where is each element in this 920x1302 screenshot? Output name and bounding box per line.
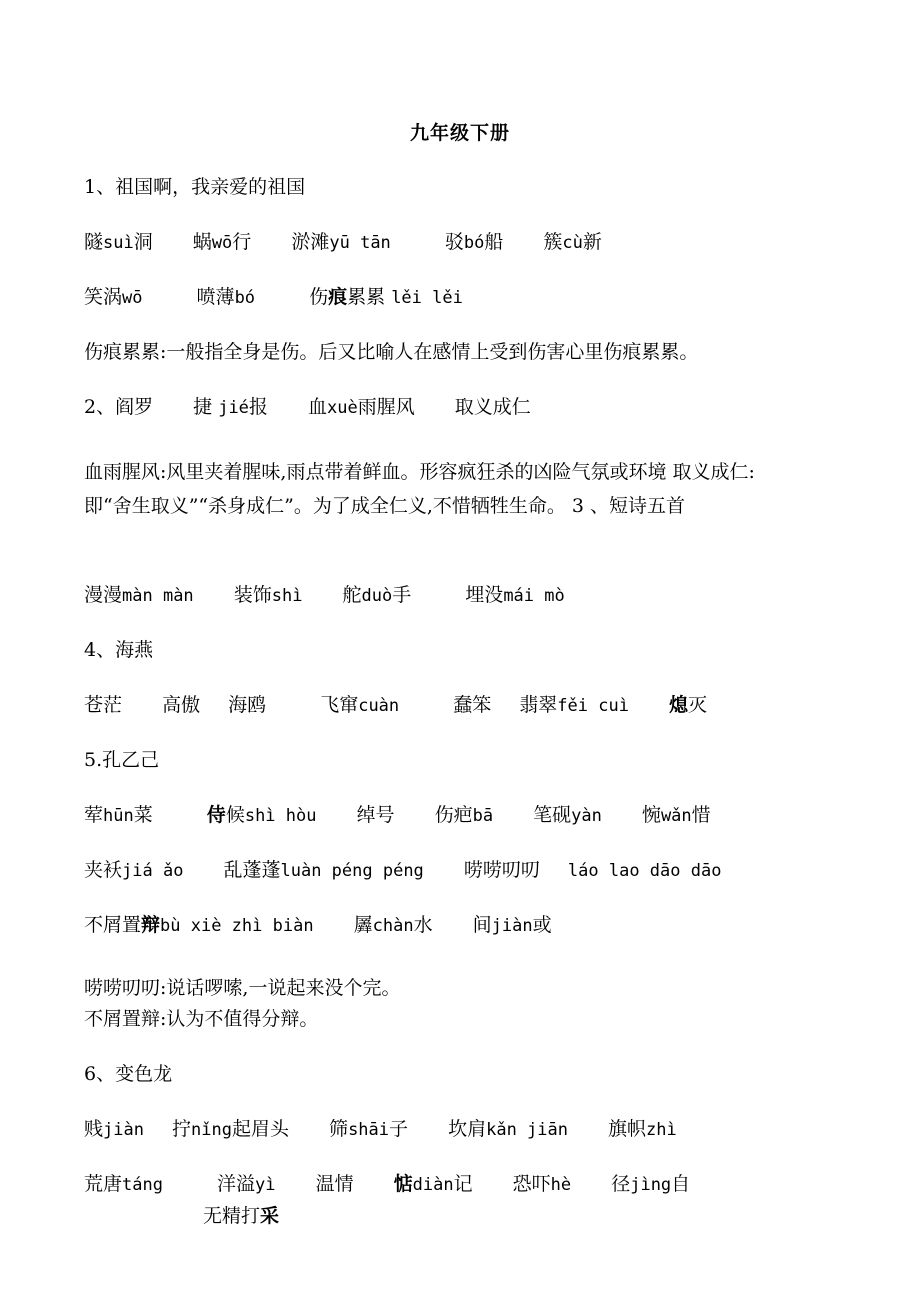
vocab-item: 埋没mái mò (465, 584, 565, 606)
vocab-row (84, 908, 884, 943)
vocab-row (84, 1112, 884, 1147)
vocab-item: 血xuè雨腥风 (307, 396, 415, 418)
vocab-item: 荤hūn菜 (84, 804, 153, 826)
vocab-item: 无精打采 (203, 1205, 280, 1227)
vocab-item: 捷 jié报 (193, 396, 268, 418)
vocab-row (84, 280, 884, 315)
vocab-item: 筛shāi子 (329, 1118, 409, 1140)
vocab-item: 洋溢yì (217, 1173, 276, 1195)
vocab-row (84, 225, 884, 260)
vocab-item: 蠢笨 (453, 694, 492, 716)
vocab-item: 飞窜cuàn (320, 694, 400, 716)
definition-note: 唠唠叨叨:说话啰嗦,一说起来没个完。 (84, 977, 401, 999)
vocab-item: 荒唐táng (84, 1173, 163, 1195)
vocab-item: 装饰shì (233, 584, 303, 606)
vocab-item: láo lao dāo dāo (567, 861, 722, 881)
vocab-row (84, 390, 884, 425)
vocab-item: 坎肩kǎn jiān (448, 1118, 568, 1140)
vocab-item: 笑涡wō (84, 286, 143, 308)
vocab-item: 簇cù新 (543, 231, 602, 253)
vocab-row (84, 853, 884, 888)
vocab-item: 笔砚yàn (533, 804, 602, 826)
definition-note: 不屑置辩:认为不值得分辩。 (84, 1008, 319, 1030)
vocab-item: 间jiàn或 (472, 914, 552, 936)
vocab-item: 乱蓬蓬luàn péng péng (223, 859, 424, 881)
vocab-item: 绰号 (356, 804, 395, 826)
section-heading-6: 6、变色龙 (84, 1063, 173, 1085)
section-heading-2: 2、阎罗 (84, 396, 154, 418)
vocab-item: 羼chàn水 (353, 914, 433, 936)
vocab-item: 取义成仁 (454, 396, 531, 418)
section-heading-1: 1、祖国啊，我亲爱的祖国 (84, 176, 306, 198)
vocab-item: 旗帜zhì (608, 1118, 677, 1140)
vocab-item: 拧nǐng起眉头 (172, 1118, 289, 1140)
page-title: 九年级下册 (409, 122, 510, 144)
vocab-row (84, 798, 884, 833)
definition-note: 伤痕累累:一般指全身是伤。后又比喻人在感情上受到伤害心里伤痕累累。 (84, 341, 699, 363)
vocab-item: 舵duò手 (342, 584, 412, 606)
vocab-item: 夹袄jiá ǎo (84, 859, 184, 881)
vocab-item: 温情 (315, 1173, 354, 1195)
vocab-row (84, 1167, 884, 1202)
vocab-item: 淤滩yū tān (291, 231, 391, 253)
vocab-item: 熄灭 (668, 694, 708, 716)
vocab-item: 伤疤bā (434, 804, 494, 826)
vocab-item: 惋wǎn惜 (641, 804, 711, 826)
vocab-item: 高傲 (162, 694, 201, 716)
vocab-item: 恐吓hè (512, 1173, 572, 1195)
vocab-item: 翡翠fěi cuì (519, 694, 629, 716)
vocab-row (84, 578, 884, 613)
vocab-item: 惦diàn记 (393, 1173, 473, 1195)
vocab-row (84, 688, 884, 723)
vocab-item: 唠唠叨叨 (463, 859, 540, 881)
vocab-item: 漫漫màn màn (84, 584, 194, 606)
vocab-item: 贱jiàn (84, 1118, 144, 1140)
vocab-item: 隧suì洞 (84, 231, 153, 253)
vocab-item: 喷薄bó (196, 286, 256, 308)
definition-note: 血雨腥风:风里夹着腥味,雨点带着鲜血。形容疯狂杀的凶险气氛或环境 取义成仁:即“舍生取义”“杀身成仁”。为了成全仁义,不惜牺牲生命。 3 、短诗五首 (84, 461, 755, 517)
vocab-item: 驳bó船 (444, 231, 504, 253)
vocab-item: 径jìng自 (611, 1173, 691, 1195)
section-heading-5: 5.孔乙己 (84, 749, 160, 771)
section-heading-4: 4、海燕 (84, 639, 154, 661)
vocab-item: 蜗wō行 (192, 231, 252, 253)
vocab-item: 不屑置辩bù xiè zhì biàn (84, 914, 314, 936)
vocab-item: 侍候shì hòu (206, 804, 317, 826)
vocab-item: 苍茫 (84, 694, 123, 716)
vocab-item: 伤痕累累 lěi lěi (309, 286, 463, 308)
vocab-item: 海鸥 (228, 694, 267, 716)
